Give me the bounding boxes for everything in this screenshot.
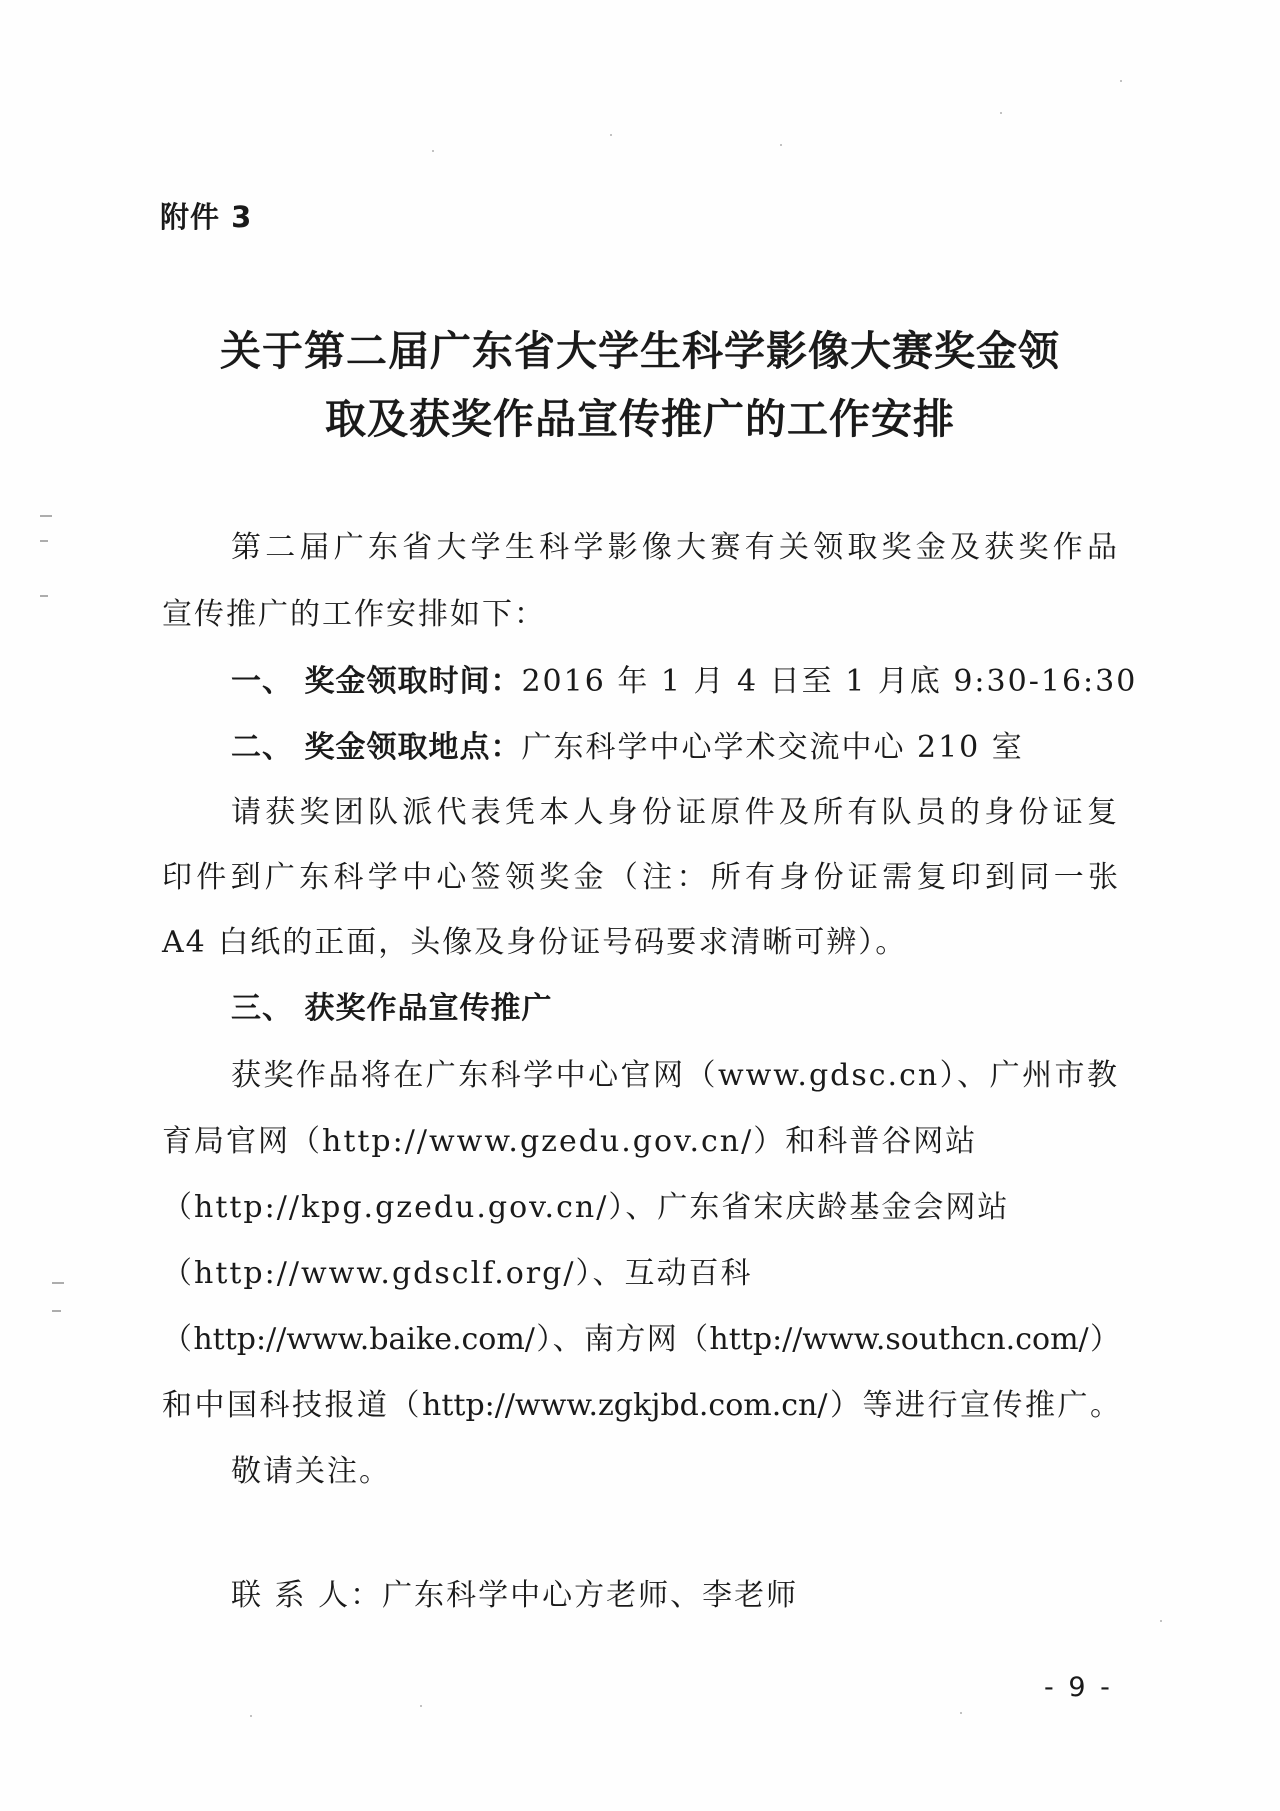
scan-mark [250,1715,252,1717]
section-3-body-line-3: （http://kpg.gzedu.gov.cn/）、广东省宋庆龄基金会网站 [162,1190,1010,1225]
scan-mark [40,515,52,517]
scan-mark [1000,112,1002,114]
scan-mark [960,1712,962,1714]
scan-mark [52,1310,61,1312]
section-2-body-line-2: 印件到广东科学中心签领奖金（注：所有身份证需复印到同一张 [162,860,1120,895]
section-3-body-line-6: 和中国科技报道（http://www.zgkjbd.com.cn/）等进行宣传推广。 [162,1388,1120,1423]
section-1-value: 2016 年 1 月 4 日至 1 月底 9:30-16:30 [521,664,1138,699]
closing-line: 敬请关注。 [231,1454,391,1489]
section-2-heading: 二、 奖金领取地点： [231,730,522,765]
contact-line: 联 系 人：广东科学中心方老师、李老师 [231,1578,799,1613]
attachment-label: 附件 3 [160,200,253,234]
intro-line-1: 第二届广东省大学生科学影像大赛有关领取奖金及获奖作品 [231,530,1119,565]
scan-mark [780,144,782,146]
section-1-heading: 一、 奖金领取时间： [231,664,522,699]
section-3-body-line-2: 育局官网（http://www.gzedu.gov.cn/）和科普谷网站 [162,1124,978,1159]
section-3-body-line-5: （http://www.baike.com/）、南方网（http://www.southcn.com/） [162,1322,1120,1357]
page-number: - 9 - [1044,1672,1113,1703]
section-2-value: 广东科学中心学术交流中心 210 室 [521,730,1024,765]
scan-mark [610,134,612,136]
scan-mark [52,1282,64,1284]
section-3-body-line-4: （http://www.gdsclf.org/）、互动百科 [162,1256,753,1291]
section-2 [231,722,1024,766]
section-2-body-line-3: A4 白纸的正面，头像及身份证号码要求清晰可辨）。 [162,925,908,960]
section-2-body-line-1: 请获奖团队派代表凭本人身份证原件及所有队员的身份证复 [231,795,1119,830]
scan-mark [420,1705,422,1707]
document-title-line-2: 取及获奖作品宣传推广的工作安排 [325,395,955,443]
section-3-body-line-1: 获奖作品将在广东科学中心官网（www.gdsc.cn）、广州市教 [231,1058,1119,1093]
scan-mark [1120,80,1122,82]
section-3-heading: 三、 获奖作品宣传推广 [231,991,553,1026]
scan-mark [432,150,434,152]
document-title-line-1: 关于第二届广东省大学生科学影像大赛奖金领 [220,327,1060,375]
scan-mark [1160,1620,1162,1622]
scan-mark [40,540,48,542]
section-1 [231,656,1137,700]
scan-mark [40,595,48,597]
intro-line-2: 宣传推广的工作安排如下： [162,597,546,632]
